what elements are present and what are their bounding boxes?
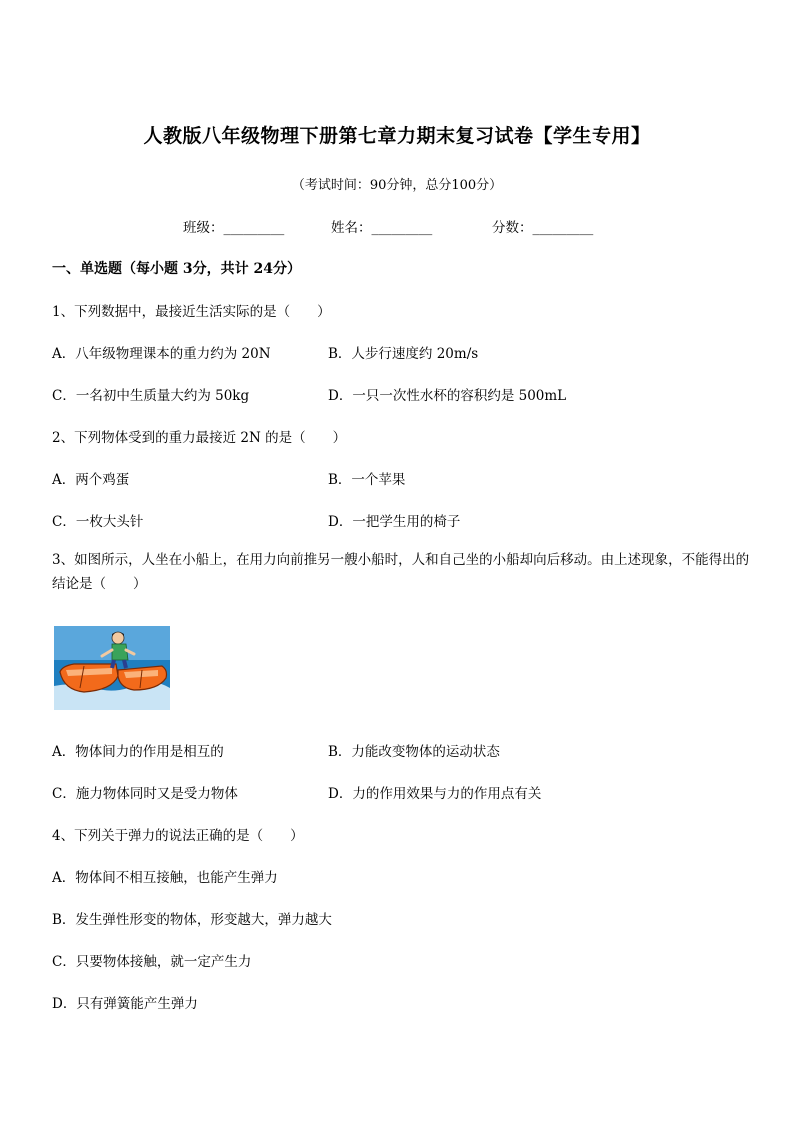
name-field: 姓名：_________ [331, 220, 433, 236]
class-field: 班级：_________ [183, 220, 285, 236]
q4-option-d: D．只有弹簧能产生弹力 [52, 996, 198, 1012]
q1-option-c: C．一名初中生质量大约为 50kg [52, 388, 250, 404]
q1-option-a: A．八年级物理课本的重力约为 20N [52, 346, 271, 362]
page-title: 人教版八年级物理下册第七章力期末复习试卷【学生专用】 [143, 125, 651, 147]
question-3-stem: 3、如图所示，人坐在小船上，在用力向前推另一艘小船时，人和自己坐的小船却向后移动。由上述现象，不能得出的结论是（ ） [52, 552, 750, 592]
q3-option-a: A．物体间力的作用是相互的 [52, 744, 224, 760]
q2-option-b: B．一个苹果 [328, 472, 406, 488]
q4-option-b: B．发生弹性形变的物体，形变越大，弹力越大 [52, 912, 332, 928]
q1-option-d: D．一只一次性水杯的容积约是 500mL [328, 388, 567, 404]
q1-option-b: B．人步行速度约 20m/s [328, 346, 479, 362]
q4-option-c: C．只要物体接触，就一定产生力 [52, 954, 252, 970]
score-field: 分数：_________ [492, 220, 594, 236]
question-1-stem: 1、下列数据中，最接近生活实际的是（ ） [52, 304, 331, 320]
q4-option-a: A．物体间不相互接触，也能产生弹力 [52, 870, 278, 886]
boat-push-illustration [54, 626, 170, 710]
q2-option-a: A．两个鸡蛋 [52, 472, 130, 488]
exam-subtitle: （考试时间：90分钟，总分100分） [291, 178, 503, 193]
question-2-stem: 2、下列物体受到的重力最接近 2N 的是（ ） [52, 430, 347, 446]
q3-option-b: B．力能改变物体的运动状态 [328, 744, 500, 760]
q2-option-d: D．一把学生用的椅子 [328, 514, 461, 530]
q3-option-d: D．力的作用效果与力的作用点有关 [328, 786, 542, 802]
q2-option-c: C．一枚大头针 [52, 514, 144, 530]
section-heading: 一、单选题（每小题 3分，共计 24分） [52, 261, 301, 277]
q3-option-c: C．施力物体同时又是受力物体 [52, 786, 238, 802]
question-4-stem: 4、下列关于弹力的说法正确的是（ ） [52, 828, 304, 844]
